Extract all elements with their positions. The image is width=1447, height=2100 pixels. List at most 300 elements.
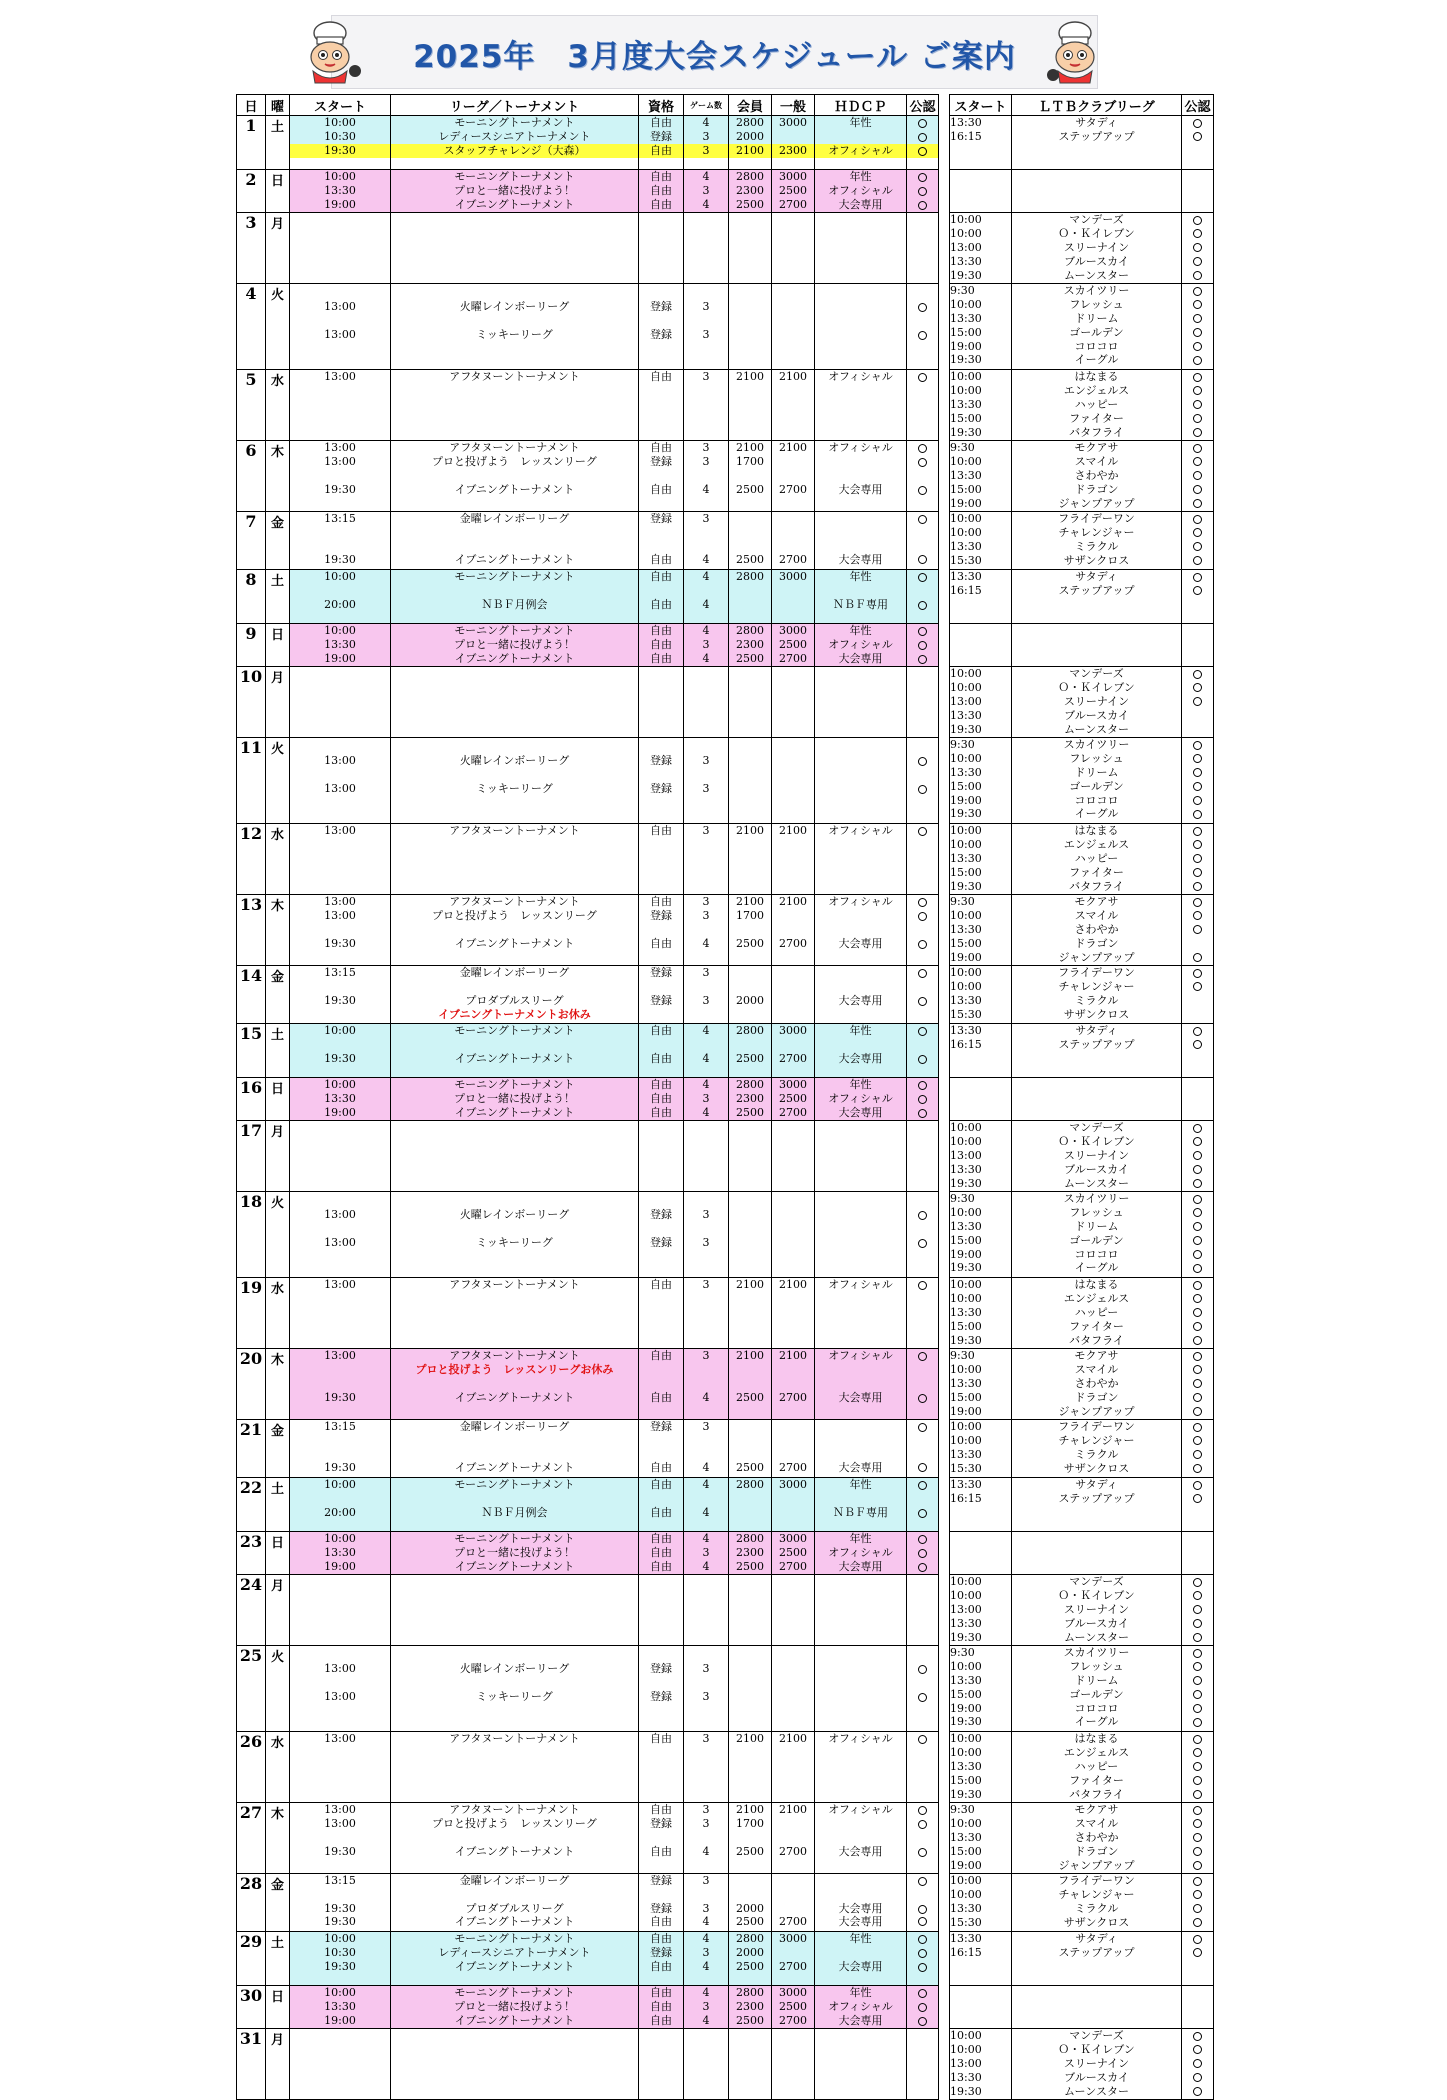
ltb-league-name: はなまる <box>1074 1278 1119 1291</box>
general-fee-stack <box>772 1024 814 1077</box>
start-time: 13:15 <box>324 512 356 525</box>
event-name-cell <box>391 512 639 570</box>
certified-circle-icon <box>1193 586 1202 595</box>
certified-mark <box>907 1278 938 1292</box>
ltb-day-row <box>950 370 1214 441</box>
hdcp-type-stack <box>815 1874 906 1931</box>
ltb-league-name: ドラゴン <box>1074 1390 1119 1404</box>
game-count-cell <box>684 738 729 824</box>
hdcp-type: ＮＢＦ専用 <box>833 1506 888 1519</box>
ltb-cert-cell <box>1182 370 1214 441</box>
event-name: イブニングトーナメント <box>391 198 638 212</box>
hdcp-type-stack <box>815 2029 906 2099</box>
certified-circle-icon <box>1193 1195 1202 1204</box>
ltb-start-time: 10:00 <box>950 512 982 525</box>
qualification: 自由 <box>650 624 672 637</box>
member-fee <box>729 1208 771 1222</box>
event-name-cell <box>391 1478 639 1532</box>
ltb-start-time: 10:00 <box>950 213 982 226</box>
ltb-league-name: イーグル <box>1074 1715 1119 1729</box>
ltb-start-time: 10:00 <box>950 667 982 680</box>
event-name-stack <box>391 170 638 212</box>
ltb-certified <box>1182 1492 1213 1506</box>
mascot-right <box>1040 19 1110 85</box>
event-name-cell <box>391 1732 639 1803</box>
ltb-certified <box>1182 2085 1213 2099</box>
day-number: 17 <box>237 1121 266 1192</box>
ltb-start-time: 13:30 <box>950 708 982 722</box>
event-name: モーニングトーナメント <box>454 1478 575 1491</box>
day-number: 18 <box>237 1192 266 1278</box>
ltb-start-time: 10:00 <box>950 1745 982 1759</box>
certified-mark-stack <box>907 738 938 823</box>
game-count-cell <box>684 284 729 370</box>
qualification: 自由 <box>650 1803 672 1816</box>
general-fee: 2700 <box>779 937 807 950</box>
certified-mark <box>907 2000 938 2014</box>
general-fee: 2700 <box>779 552 807 566</box>
certified-circle-icon <box>1193 1591 1202 1600</box>
certified-circle-icon <box>918 997 927 1006</box>
certified-mark-stack <box>907 1732 938 1802</box>
game-count: 3 <box>702 909 710 922</box>
game-count: 3 <box>702 1803 710 1816</box>
general-fee-stack <box>772 1575 814 1645</box>
certified-circle-icon <box>918 515 927 524</box>
general-fee: 2700 <box>779 1052 807 1065</box>
member-fee-stack <box>729 895 771 965</box>
member-fee-stack <box>729 1420 771 1477</box>
general-fee: 3000 <box>779 624 807 637</box>
game-count-stack <box>684 370 728 440</box>
certified-mark-stack <box>907 1478 938 1531</box>
start-time-cell <box>290 966 391 1024</box>
hdcp-type: 年性 <box>849 1024 872 1037</box>
game-count-stack <box>684 1078 728 1120</box>
ltb-day-row <box>950 1192 1214 1278</box>
schedule-day-row <box>237 1278 939 1349</box>
ltb-start-time: 10:00 <box>950 1433 982 1447</box>
ltb-start-time: 9:30 <box>950 1803 975 1816</box>
event-name-cell <box>391 441 639 512</box>
certified-circle-icon <box>1193 1690 1202 1699</box>
event-name: プロと一緒に投げよう！ <box>454 1546 575 1559</box>
hdcp-type-stack <box>815 1121 906 1191</box>
hdcp-type <box>815 1946 906 1960</box>
game-count: 4 <box>702 1845 710 1858</box>
general-fee-cell <box>772 570 815 624</box>
schedule-day-row <box>237 441 939 512</box>
event-name: イブニングトーナメント <box>454 1845 575 1858</box>
general-fee-stack <box>772 1532 814 1574</box>
qualification-stack <box>639 895 683 965</box>
event-name-stack <box>391 1732 638 1802</box>
game-count: 3 <box>684 130 728 144</box>
game-count: 3 <box>702 300 710 313</box>
day-number: 5 <box>237 370 266 441</box>
ltb-name-cell <box>1012 1803 1182 1874</box>
ltb-league-name: モクアサ <box>1074 895 1119 908</box>
hdcp-type-cell <box>815 966 907 1024</box>
member-fee: 2500 <box>736 1460 764 1474</box>
ltb-time-cell <box>950 1986 1012 2029</box>
hdcp-type-cell <box>815 1874 907 1932</box>
ltb-time-cell <box>950 1874 1012 1932</box>
event-name: モーニングトーナメント <box>391 116 638 130</box>
general-fee: 2100 <box>779 895 807 908</box>
ltb-league-name: スマイル <box>1074 1362 1119 1376</box>
hdcp-type-cell <box>815 1478 907 1532</box>
ltb-league-name: Ｏ・Ｋイレブン <box>1058 2042 1135 2056</box>
general-fee <box>772 1363 814 1377</box>
ltb-league-name: コロコロ <box>1074 339 1119 353</box>
ltb-certified <box>1182 1306 1213 1320</box>
ltb-start-time: 15:00 <box>950 1233 982 1247</box>
start-time: 13:00 <box>324 1803 356 1816</box>
qualification: 自由 <box>650 1278 672 1291</box>
ltb-certified <box>1182 540 1213 554</box>
ltb-day-row <box>950 2029 1214 2100</box>
ltb-certified <box>1182 1715 1213 1729</box>
ltb-league-name: サタディ <box>1075 1024 1118 1037</box>
ltb-league-name: ゴールデン <box>1069 325 1124 339</box>
member-fee-stack <box>729 1478 771 1531</box>
ltb-league-name: チャレンジャー <box>1058 1433 1135 1447</box>
member-fee: 2800 <box>736 1478 764 1491</box>
general-fee <box>772 1690 814 1704</box>
ltb-header-certified: 公認 <box>1182 95 1214 116</box>
ltb-certified <box>1182 1817 1213 1831</box>
member-fee: 2000 <box>736 1946 764 1959</box>
member-fee <box>729 598 771 612</box>
certified-circle-icon <box>1193 1718 1202 1727</box>
ltb-cert-cell <box>1182 624 1214 667</box>
game-count: 4 <box>702 1391 710 1404</box>
game-count <box>684 1363 728 1377</box>
member-fee-cell <box>729 370 772 441</box>
general-fee: 2500 <box>779 1546 807 1559</box>
ltb-certified <box>1182 1377 1213 1391</box>
game-count <box>684 1008 728 1022</box>
event-name: ミッキーリーグ <box>476 328 553 341</box>
start-time: 13:00 <box>324 782 356 795</box>
schedule-day-row <box>237 2029 939 2100</box>
qualification-stack <box>639 1732 683 1802</box>
general-fee-cell <box>772 824 815 895</box>
ltb-cert-cell <box>1182 1078 1214 1121</box>
ltb-name-cell <box>1012 1478 1182 1532</box>
qualification-cell <box>639 1478 684 1532</box>
ltb-league-name: コロコロ <box>1074 1247 1119 1261</box>
qualification-stack <box>639 370 683 440</box>
ltb-certified <box>1182 554 1213 568</box>
ltb-league-name: サザンクロス <box>1063 553 1130 567</box>
certified-circle-icon <box>1193 1352 1202 1361</box>
ltb-league-name: さわやか <box>1074 1830 1119 1844</box>
ltb-certified <box>1182 1391 1213 1405</box>
member-fee-stack <box>729 624 771 666</box>
certified-circle-icon <box>1193 1861 1202 1870</box>
certified-circle-icon <box>918 573 927 582</box>
game-count: 3 <box>702 1236 710 1249</box>
game-count-cell <box>684 1732 729 1803</box>
start-time-stack <box>290 1024 390 1077</box>
game-count-cell <box>684 213 729 284</box>
certified-mark-stack <box>907 1278 938 1348</box>
certified-circle-icon <box>918 1989 927 1998</box>
day-of-week: 火 <box>266 1646 290 1732</box>
qualification: 自由 <box>650 1478 672 1491</box>
ltb-name-cell <box>1012 116 1182 170</box>
certified-circle-icon <box>918 458 927 467</box>
schedule-day-row <box>237 1986 939 2029</box>
certified-circle-icon <box>1193 556 1202 565</box>
start-time: 10:00 <box>324 1478 356 1491</box>
hdcp-type-cell <box>815 1803 907 1874</box>
hdcp-type: 年性 <box>849 624 872 637</box>
ltb-certified <box>1182 116 1213 130</box>
start-time-stack <box>290 1646 390 1731</box>
ltb-start-time: 16:15 <box>950 1945 982 1959</box>
certified-circle-icon <box>918 555 927 564</box>
game-count: 3 <box>702 966 710 979</box>
ltb-certified <box>1182 1688 1213 1702</box>
event-name-stack <box>391 512 638 569</box>
certified-circle-icon <box>1193 1877 1202 1886</box>
general-fee: 2500 <box>779 2000 807 2013</box>
ltb-league-name: Ｏ・Ｋイレブン <box>1058 1134 1135 1148</box>
ltb-start-time: 10:00 <box>950 680 982 694</box>
ltb-league-name: ブルースカイ <box>1064 708 1129 722</box>
ltb-certified <box>1182 412 1213 426</box>
certified-circle-icon <box>918 940 927 949</box>
certified-mark <box>907 553 938 567</box>
member-fee <box>729 782 771 796</box>
ltb-league-name: マンデーズ <box>1069 2029 1124 2042</box>
ltb-start-time: 19:00 <box>950 1247 982 1261</box>
member-fee: 2500 <box>736 552 764 566</box>
ltb-name-cell <box>1012 512 1182 570</box>
certified-circle-icon <box>918 1055 927 1064</box>
day-number: 28 <box>237 1874 266 1932</box>
certified-circle-icon <box>1193 754 1202 763</box>
game-count: 3 <box>702 994 710 1007</box>
hdcp-type-cell <box>815 1024 907 1078</box>
ltb-certified <box>1182 1008 1213 1022</box>
start-time-cell <box>290 570 391 624</box>
event-name-stack <box>391 1349 638 1419</box>
start-time-stack <box>290 1874 390 1931</box>
general-fee-stack <box>772 1349 814 1419</box>
general-fee-cell <box>772 1874 815 1932</box>
event-name-cell <box>391 966 639 1024</box>
ltb-certified <box>1182 667 1213 681</box>
certified-circle-icon <box>918 147 927 156</box>
hdcp-type-stack <box>815 1192 906 1277</box>
start-time: 19:00 <box>324 652 356 665</box>
qualification-cell <box>639 370 684 441</box>
general-fee-stack <box>772 441 814 511</box>
hdcp-type: 大会専用 <box>815 198 906 212</box>
event-name: イブニングトーナメント <box>454 552 575 566</box>
general-fee-cell <box>772 2029 815 2100</box>
certified-circle-icon <box>918 331 927 340</box>
start-time: 13:00 <box>324 328 356 341</box>
page-title: 2025年 3月度大会スケジュール ご案内 <box>413 39 1016 75</box>
event-name-cell <box>391 284 639 370</box>
member-fee-stack <box>729 1932 771 1985</box>
ltb-day-row <box>950 895 1214 966</box>
day-of-week: 水 <box>266 1278 290 1349</box>
header-member-fee: 会員 <box>729 95 772 116</box>
ltb-league-name: スカイツリー <box>1063 1646 1130 1659</box>
certified-circle-icon <box>918 655 927 664</box>
start-time: 13:00 <box>324 895 356 908</box>
game-count-stack <box>684 1478 728 1531</box>
general-fee-stack <box>772 116 814 169</box>
game-count: 4 <box>702 1532 710 1545</box>
event-name-stack <box>391 1575 638 1645</box>
ltb-start-time: 16:15 <box>950 583 982 597</box>
certified-mark <box>907 1092 938 1106</box>
ltb-certified <box>1182 326 1213 340</box>
ltb-league-name: サタディ <box>1075 116 1118 129</box>
header-dow: 曜 <box>266 95 290 116</box>
general-fee-stack <box>772 1420 814 1477</box>
general-fee <box>772 1662 814 1676</box>
start-time-cell <box>290 441 391 512</box>
member-fee: 2000 <box>736 994 764 1007</box>
game-count-cell <box>684 1932 729 1986</box>
game-count: 3 <box>702 1690 710 1703</box>
general-fee: 2700 <box>779 483 807 496</box>
game-count: 4 <box>684 170 728 184</box>
schedule-day-row <box>237 1646 939 1732</box>
header-general-fee: 一般 <box>772 95 815 116</box>
start-time: 10:00 <box>324 570 356 583</box>
qualification: 自由 <box>650 652 672 665</box>
qualification-cell <box>639 512 684 570</box>
ltb-cert-cell <box>1182 1420 1214 1478</box>
certified-circle-icon <box>918 133 927 142</box>
member-fee-stack <box>729 824 771 894</box>
ltb-name-cell <box>1012 1986 1182 2029</box>
event-name-cell <box>391 624 639 667</box>
game-count: 4 <box>702 483 710 496</box>
hdcp-type <box>815 1236 906 1250</box>
ltb-header-row <box>950 95 1214 116</box>
game-count-cell <box>684 895 729 966</box>
game-count: 3 <box>684 144 728 158</box>
qualification: 自由 <box>650 824 672 837</box>
ltb-certified <box>1182 866 1213 880</box>
schedule-day-row <box>237 1478 939 1532</box>
certified-circle-icon <box>1193 670 1202 679</box>
certified-mark-cell <box>907 1420 939 1478</box>
start-time-stack <box>290 1121 390 1191</box>
certified-circle-icon <box>1193 1704 1202 1713</box>
start-time: 13:15 <box>324 1420 356 1433</box>
game-count-cell <box>684 624 729 667</box>
ltb-cert-cell <box>1182 441 1214 512</box>
certified-circle-icon <box>1193 457 1202 466</box>
ltb-certified <box>1182 584 1213 598</box>
qualification-cell <box>639 667 684 738</box>
ltb-cert-cell <box>1182 1803 1214 1874</box>
ltb-name-cell <box>1012 667 1182 738</box>
day-of-week: 火 <box>266 284 290 370</box>
qualification: 自由 <box>650 1732 672 1745</box>
member-fee-stack <box>729 1732 771 1802</box>
event-name-stack <box>391 895 638 965</box>
ltb-league-name: バタフライ <box>1069 879 1124 893</box>
ltb-day-row <box>950 824 1214 895</box>
ltb-league-name: モクアサ <box>1074 441 1119 454</box>
qualification: 自由 <box>639 198 683 212</box>
ltb-league-name: エンジェルス <box>1063 1745 1130 1759</box>
general-fee <box>772 1946 814 1960</box>
qualification: 登録 <box>650 455 672 468</box>
general-fee: 2100 <box>779 1349 807 1362</box>
event-name-cell <box>391 570 639 624</box>
qualification: 自由 <box>650 441 672 454</box>
qualification: 登録 <box>650 1208 672 1221</box>
ltb-start-time: 19:30 <box>950 425 982 439</box>
ltb-certified <box>1182 1278 1213 1292</box>
hdcp-type: オフィシャル <box>828 2000 893 2013</box>
day-of-week: 水 <box>266 1732 290 1803</box>
ltb-time-cell <box>950 213 1012 284</box>
ltb-day-row <box>950 116 1214 170</box>
start-time-stack <box>290 1078 390 1120</box>
general-fee: 2100 <box>779 370 807 383</box>
game-count-stack <box>684 895 728 965</box>
hdcp-type <box>815 512 906 526</box>
general-fee-stack <box>772 824 814 894</box>
hdcp-type: オフィシャル <box>828 1546 893 1559</box>
game-count-cell <box>684 1874 729 1932</box>
certified-circle-icon <box>1193 428 1202 437</box>
ltb-certified <box>1182 1334 1213 1348</box>
qualification: 登録 <box>650 1662 672 1675</box>
certified-circle-icon <box>918 1735 927 1744</box>
ltb-start-time: 10:00 <box>950 297 982 311</box>
qualification: 自由 <box>650 895 672 908</box>
ltb-league-name: ゴールデン <box>1069 1687 1124 1701</box>
certified-circle-icon <box>918 1394 927 1403</box>
schedule-day-row <box>237 1732 939 1803</box>
general-fee: 2700 <box>779 1391 807 1404</box>
hdcp-type: 大会専用 <box>838 1106 883 1119</box>
game-count: 3 <box>702 1208 710 1221</box>
schedule-day-row <box>237 624 939 667</box>
game-count-stack <box>684 1986 728 2028</box>
event-name-stack <box>391 738 638 823</box>
certified-circle-icon <box>1193 573 1202 582</box>
ltb-certified <box>1182 1163 1213 1177</box>
qualification <box>639 1363 683 1377</box>
general-fee <box>772 1874 814 1888</box>
ltb-start-time: 19:30 <box>950 1715 982 1729</box>
hdcp-type: オフィシャル <box>828 1803 893 1816</box>
ltb-league-name: はなまる <box>1074 824 1119 837</box>
certified-circle-icon <box>918 1463 927 1472</box>
event-name: 金曜レインボーリーグ <box>459 1420 570 1433</box>
certified-circle-icon <box>1193 827 1202 836</box>
hdcp-type-cell <box>815 1278 907 1349</box>
certified-mark <box>907 1690 938 1704</box>
game-count-stack <box>684 570 728 623</box>
